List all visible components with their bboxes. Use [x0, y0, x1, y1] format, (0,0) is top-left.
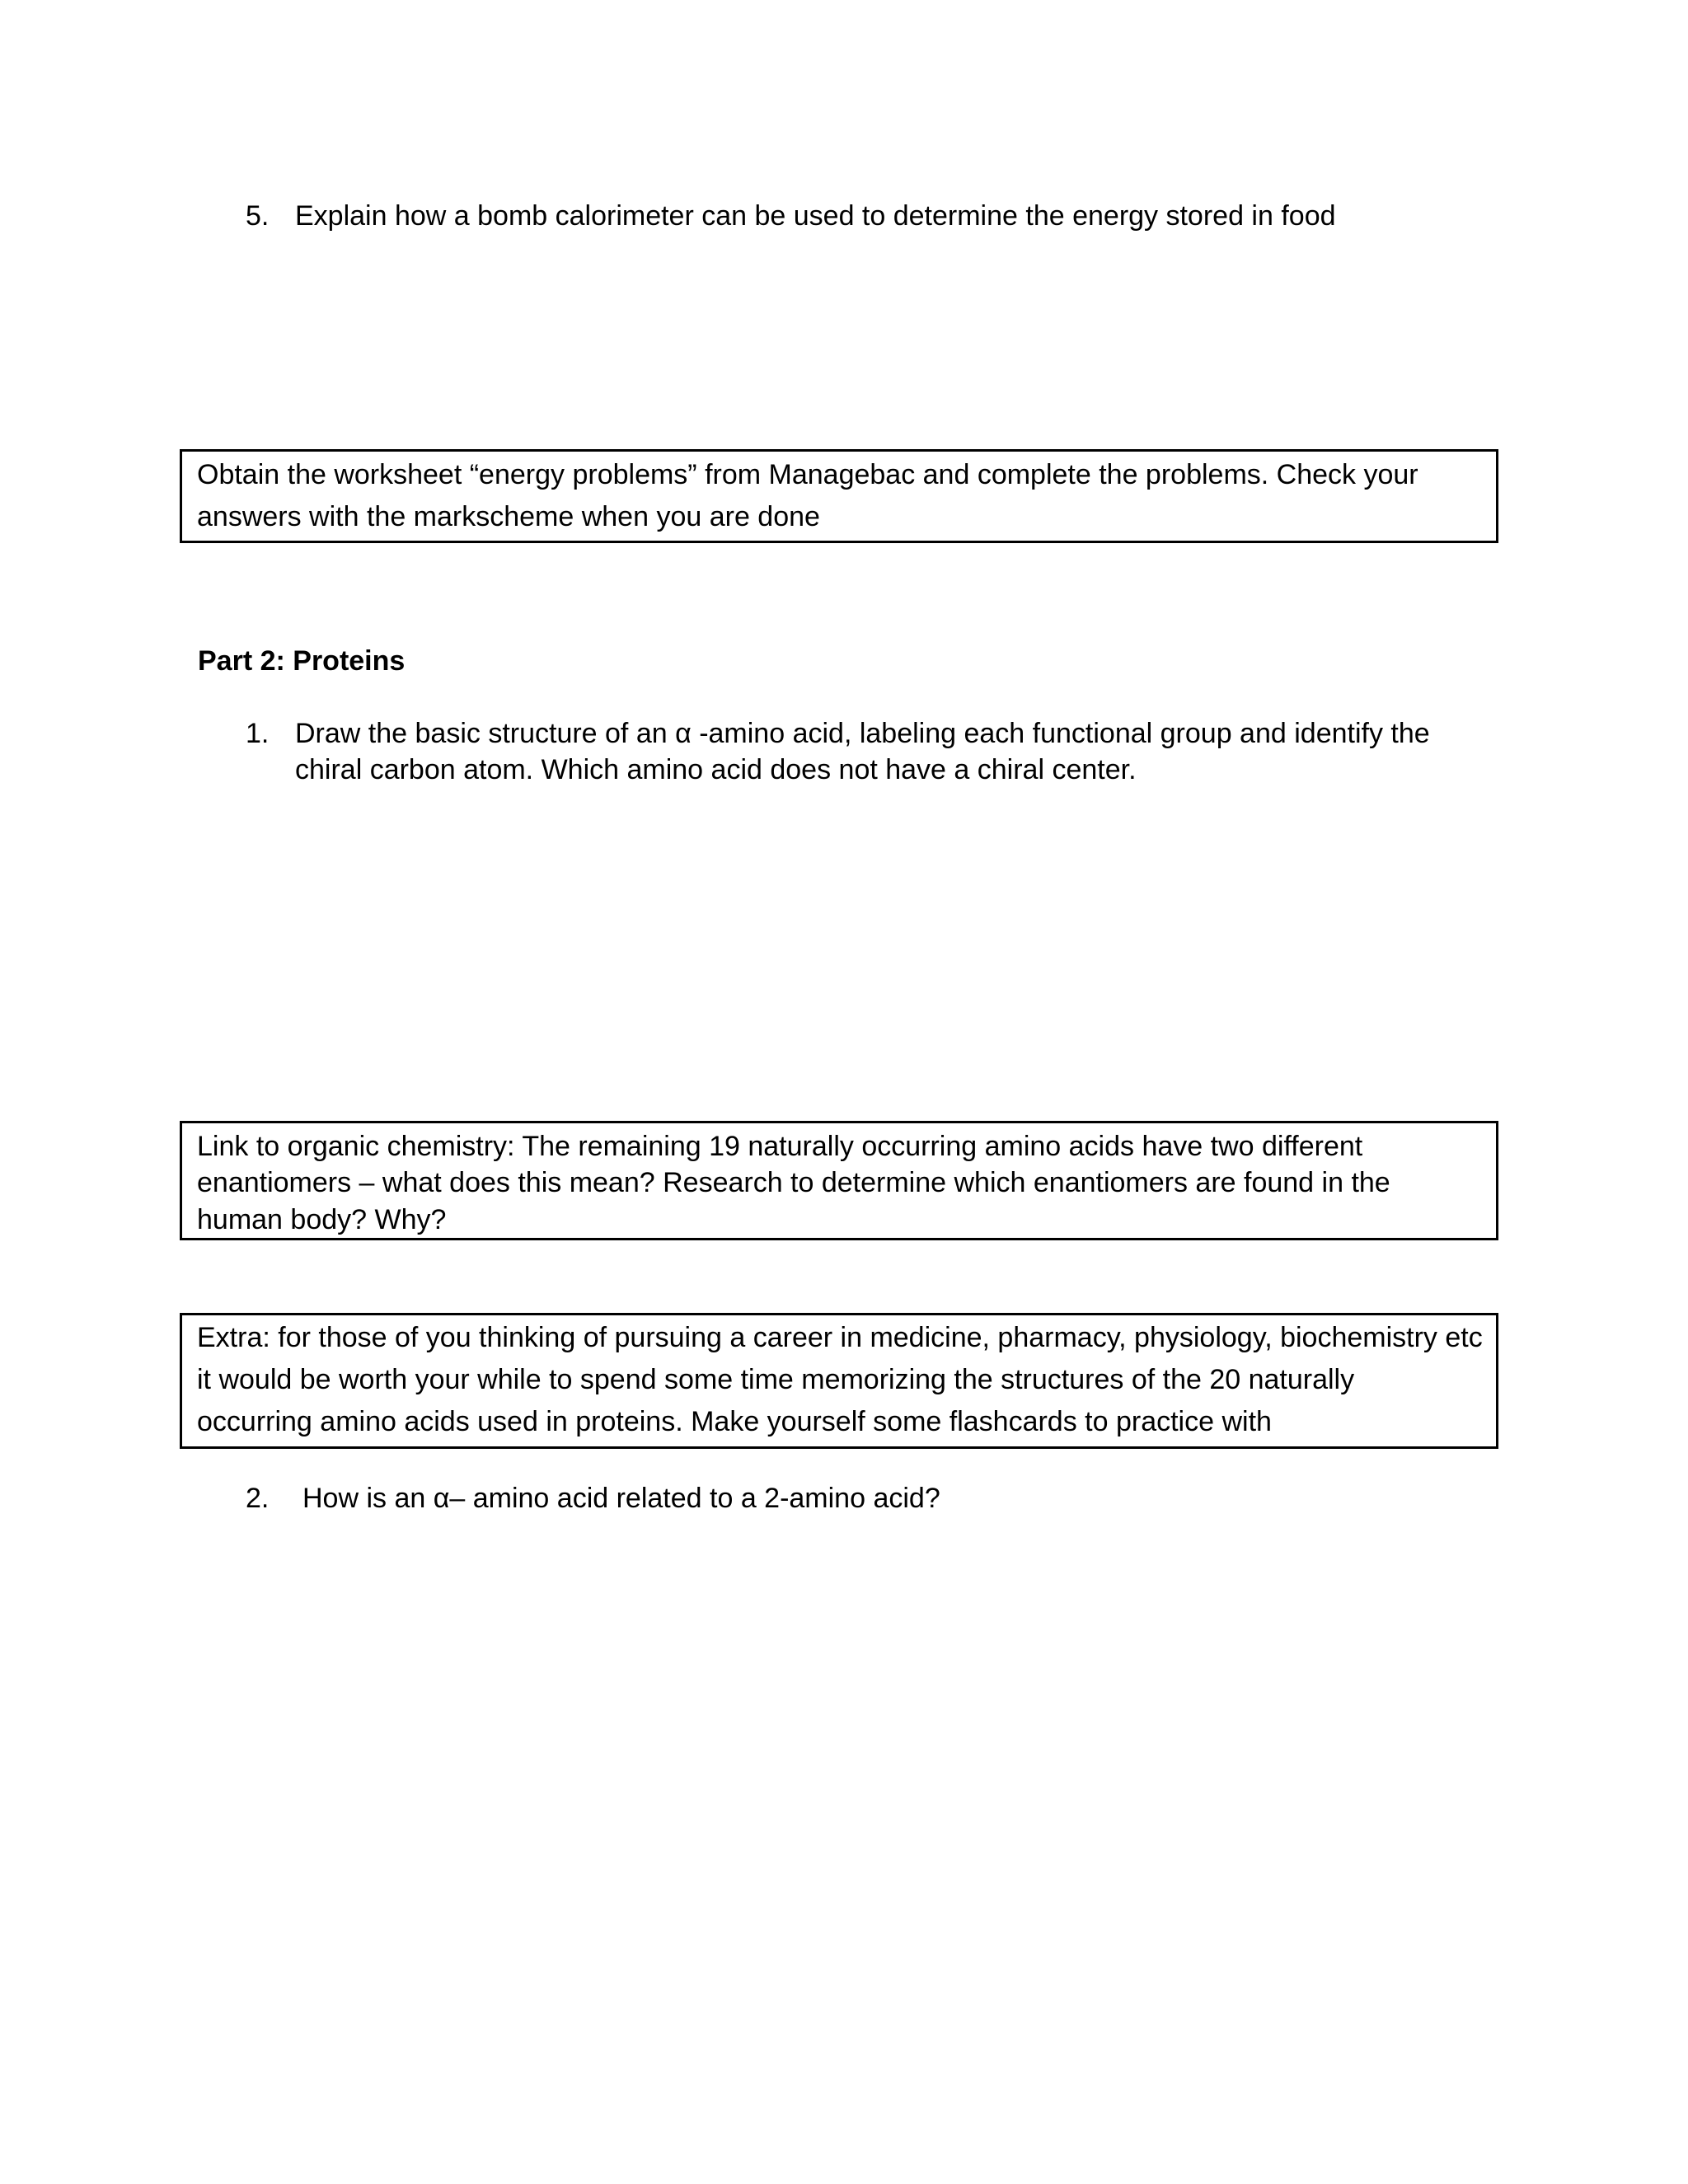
- question-1-line-1: Draw the basic structure of an α -amino acid, labeling each functional group and identify the: [295, 718, 1430, 749]
- question-2-text: How is an α– amino acid related to a 2-amino acid?: [302, 1483, 940, 1514]
- energy-problems-line-1: Obtain the worksheet “energy problems” from Managebac and complete the problems. Check your: [197, 459, 1418, 490]
- organic-chemistry-box: [180, 1121, 1498, 1240]
- question-1-line-2: chiral carbon atom. Which amino acid does not have a chiral center.: [295, 754, 1137, 785]
- extra-line-3: occurring amino acids used in proteins. Make yourself some flashcards to practice with: [197, 1406, 1272, 1437]
- organic-chemistry-line-3: human body? Why?: [197, 1204, 447, 1235]
- part-2-heading: Part 2: Proteins: [198, 645, 406, 677]
- question-5-number: 5.: [246, 200, 270, 232]
- question-5-text: Explain how a bomb calorimeter can be used to determine the energy stored in food: [295, 200, 1336, 232]
- question-2-number: 2.: [246, 1483, 270, 1514]
- organic-chemistry-line-1: Link to organic chemistry: The remaining 19 naturally occurring amino acids have two different: [197, 1131, 1363, 1162]
- extra-line-2: it would be worth your while to spend some time memorizing the structures of the 20 naturally: [197, 1364, 1355, 1395]
- extra-box: [180, 1313, 1498, 1449]
- organic-chemistry-line-2: enantiomers – what does this mean? Research to determine which enantiomers are found in the: [197, 1167, 1390, 1198]
- question-1-number: 1.: [246, 718, 270, 749]
- energy-problems-box: [180, 449, 1498, 543]
- extra-line-1: Extra: for those of you thinking of pursuing a career in medicine, pharmacy, physiology, biochemistry etc: [197, 1322, 1483, 1353]
- energy-problems-line-2: answers with the markscheme when you are done: [197, 501, 820, 532]
